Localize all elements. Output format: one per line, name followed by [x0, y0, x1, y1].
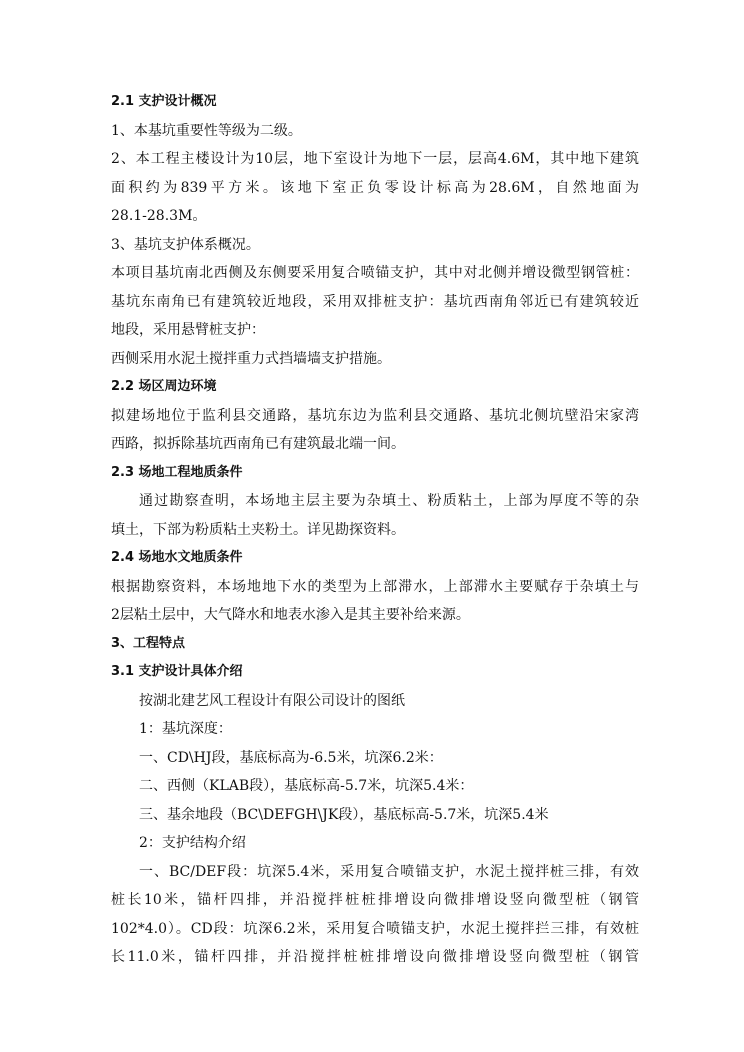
paragraph-line: 西路，拟拆除基坑西南角已有建筑最北端一间。	[111, 436, 405, 452]
paragraph-line: 地段，采用悬臂桩支护：	[111, 322, 265, 338]
paragraph-line: 2：支护结构介绍	[139, 835, 246, 851]
paragraph-line: 根据勘察资料，本场地地下水的类型为上部滞水，上部滞水主要赋存于杂填土与	[111, 578, 639, 595]
paragraph-line: 基坑东南角已有建筑较近地段，采用双排桩支护：基坑西南角邻近已有建筑较近	[111, 293, 639, 310]
paragraph-line: 西侧采用水泥土搅拌重力式挡墙墙支护措施。	[111, 350, 391, 367]
paragraph-line: 102*4.0）。CD段：坑深6.2米，采用复合喷锚支护，水泥土搅拌拦三排，有效桩	[111, 920, 639, 937]
section-heading-3-1: 3.1 支护设计具体介绍	[111, 664, 243, 679]
paragraph-line: 1：基坑深度：	[139, 721, 232, 737]
paragraph-line: 长11.0米，锚杆四排，并沿搅拌桩桩排增设向微排增设竖向微型桩（钢管	[111, 949, 639, 965]
paragraph-line: 2层粘土层中，大气降水和地表水渗入是其主要补给来源。	[111, 607, 470, 623]
paragraph-line: 本项目基坑南北西侧及东侧要采用复合喷锚支护，其中对北侧并增设微型钢管桩：	[111, 265, 639, 281]
paragraph-line: 拟建场地位于监利县交通路，基坑东边为监利县交通路、基坑北侧坑壁沿宋家湾	[111, 407, 639, 424]
section-heading-2-4: 2.4 场地水文地质条件	[111, 550, 243, 565]
paragraph-line: 填土，下部为粉质粘土夹粉土。详见勘探资料。	[111, 521, 405, 538]
paragraph-line: 桩长10米，锚杆四排，并沿搅拌桩桩排增设向微排增设竖向微型桩（钢管	[111, 892, 639, 908]
paragraph-line: 通过勘察查明，本场地主层主要为杂填土、粉质粘土，上部为厚度不等的杂	[139, 493, 639, 509]
section-heading-2-2: 2.2 场区周边环境	[111, 379, 217, 394]
section-heading-3: 3、工程特点	[111, 635, 186, 651]
paragraph-line: 三、基余地段（BC\DEFGH\JK段），基底标高-5.7米，坑深5.4米	[139, 806, 549, 823]
paragraph-line: 28.1-28.3M。	[111, 208, 207, 224]
document-body	[111, 88, 639, 972]
paragraph-line: 3、基坑支护体系概况。	[111, 236, 260, 253]
paragraph-line: 一、CD\HJ段，基底标高为-6.5米，坑深6.2米：	[139, 749, 443, 766]
section-heading-2-3: 2.3 场地工程地质条件	[111, 464, 243, 480]
paragraph-line: 面积约为839平方米。该地下室正负零设计标高为28.6M，自然地面为	[111, 179, 639, 196]
paragraph-line: 按湖北建艺风工程设计有限公司设计的图纸	[139, 692, 405, 709]
section-heading-2-1: 2.1 支护设计概况	[111, 94, 217, 109]
paragraph-line: 2、本工程主楼设计为10层，地下室设计为地下一层，层高4.6M，其中地下建筑	[111, 151, 639, 167]
paragraph-line: 1、本基坑重要性等级为二级。	[111, 122, 302, 139]
paragraph-line: 一、BC/DEF段：坑深5.4米，采用复合喷锚支护，水泥土搅拌桩三排，有效	[139, 863, 639, 880]
paragraph-line: 二、西侧（KLAB段），基底标高-5.7米，坑深5.4米：	[139, 778, 474, 794]
